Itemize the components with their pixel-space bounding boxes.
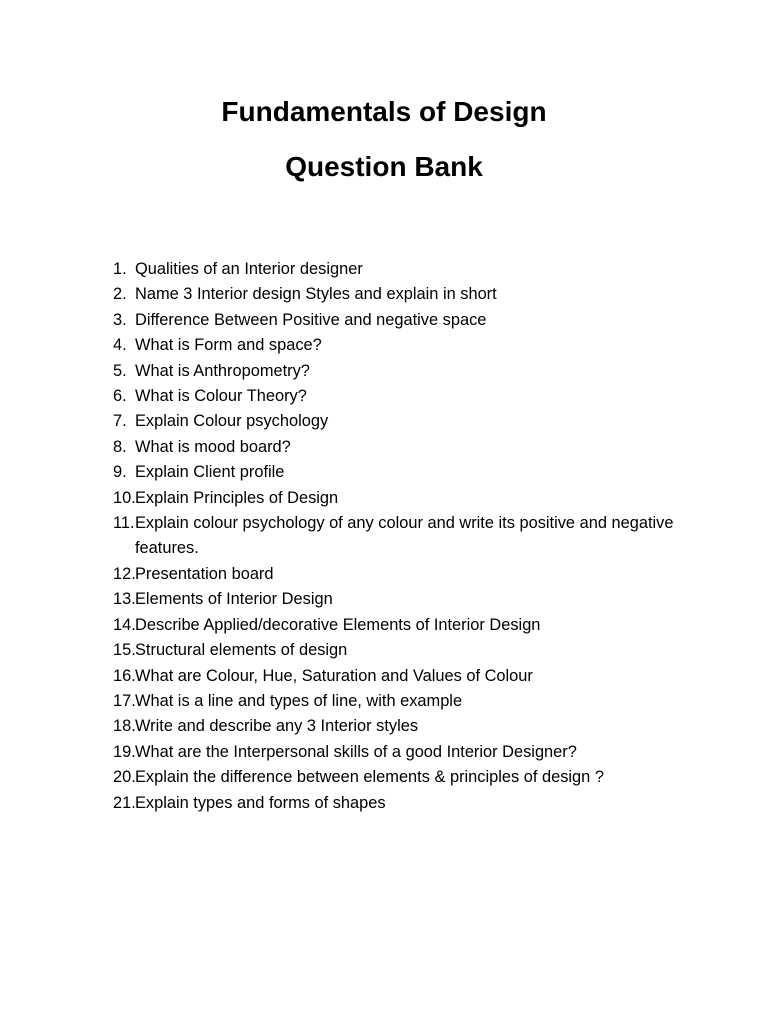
question-number: 1. (113, 260, 127, 278)
question-item (113, 308, 693, 333)
question-item (113, 740, 693, 765)
question-number: 13. (113, 590, 136, 609)
question-number: 11. (113, 514, 135, 533)
question-number: 10. (113, 488, 136, 507)
question-item (113, 638, 693, 663)
document-subtitle: Question Bank (285, 151, 483, 182)
question-item (113, 689, 693, 714)
question-text: What are the Interpersonal skills of a good Interior Designer? (135, 742, 577, 761)
document-title: Fundamentals of Design (221, 96, 547, 127)
question-text: Structural elements of design (135, 641, 348, 660)
question-text: Explain colour psychology of any colour and write its positive and negative features. (135, 514, 674, 558)
question-number: 7. (113, 412, 127, 431)
question-item (113, 486, 693, 511)
question-text: Explain Colour psychology (135, 412, 329, 431)
question-item (113, 714, 693, 739)
question-number: 15. (113, 641, 136, 660)
question-item (113, 613, 693, 638)
question-text: Difference Between Positive and negative space (135, 310, 487, 329)
question-number: 3. (113, 310, 127, 329)
question-item (113, 282, 693, 307)
question-item (113, 435, 693, 460)
question-list (113, 257, 693, 816)
question-item (113, 511, 693, 562)
question-item (113, 384, 693, 409)
question-number: 20. (113, 768, 136, 787)
question-number: 4. (113, 336, 127, 355)
question-number: 19. (113, 742, 136, 761)
question-text: Explain Client profile (135, 463, 285, 482)
question-text: Elements of Interior Design (135, 590, 333, 609)
question-item (113, 460, 693, 485)
question-item (113, 562, 693, 587)
question-text: What is Form and space? (135, 336, 322, 355)
question-text: What are Colour, Hue, Saturation and Values of Colour (135, 666, 533, 685)
question-text: What is mood board? (135, 437, 291, 456)
question-text: Presentation board (135, 564, 274, 583)
question-number: 17. (113, 691, 136, 710)
question-text: Write and describe any 3 Interior styles (135, 717, 419, 736)
question-item (113, 333, 693, 358)
question-text: What is Colour Theory? (135, 387, 307, 406)
question-number: 5. (113, 361, 127, 380)
question-number: 8. (113, 437, 127, 456)
question-number: 18. (113, 717, 136, 736)
question-text: Qualities of an Interior designer (135, 260, 363, 278)
question-number: 14. (113, 615, 136, 634)
question-item (113, 765, 693, 790)
question-text: Explain the difference between elements & principles of design ? (135, 768, 604, 787)
question-number: 12. (113, 564, 136, 583)
question-text: Explain types and forms of shapes (135, 793, 386, 812)
question-number: 21. (113, 793, 136, 812)
question-text: Describe Applied/decorative Elements of Interior Design (135, 615, 541, 634)
question-number: 9. (113, 463, 127, 482)
question-item (113, 791, 693, 816)
question-item (113, 587, 693, 612)
question-text: Explain Principles of Design (135, 488, 339, 507)
question-text: Name 3 Interior design Styles and explain in short (135, 285, 497, 304)
question-item (113, 257, 693, 282)
question-number: 16. (113, 666, 136, 685)
question-text: What is a line and types of line, with example (135, 691, 463, 710)
question-number: 2. (113, 285, 127, 304)
question-number: 6. (113, 387, 127, 406)
question-item (113, 409, 693, 434)
question-item (113, 664, 693, 689)
question-text: What is Anthropometry? (135, 361, 310, 380)
question-item (113, 359, 693, 384)
